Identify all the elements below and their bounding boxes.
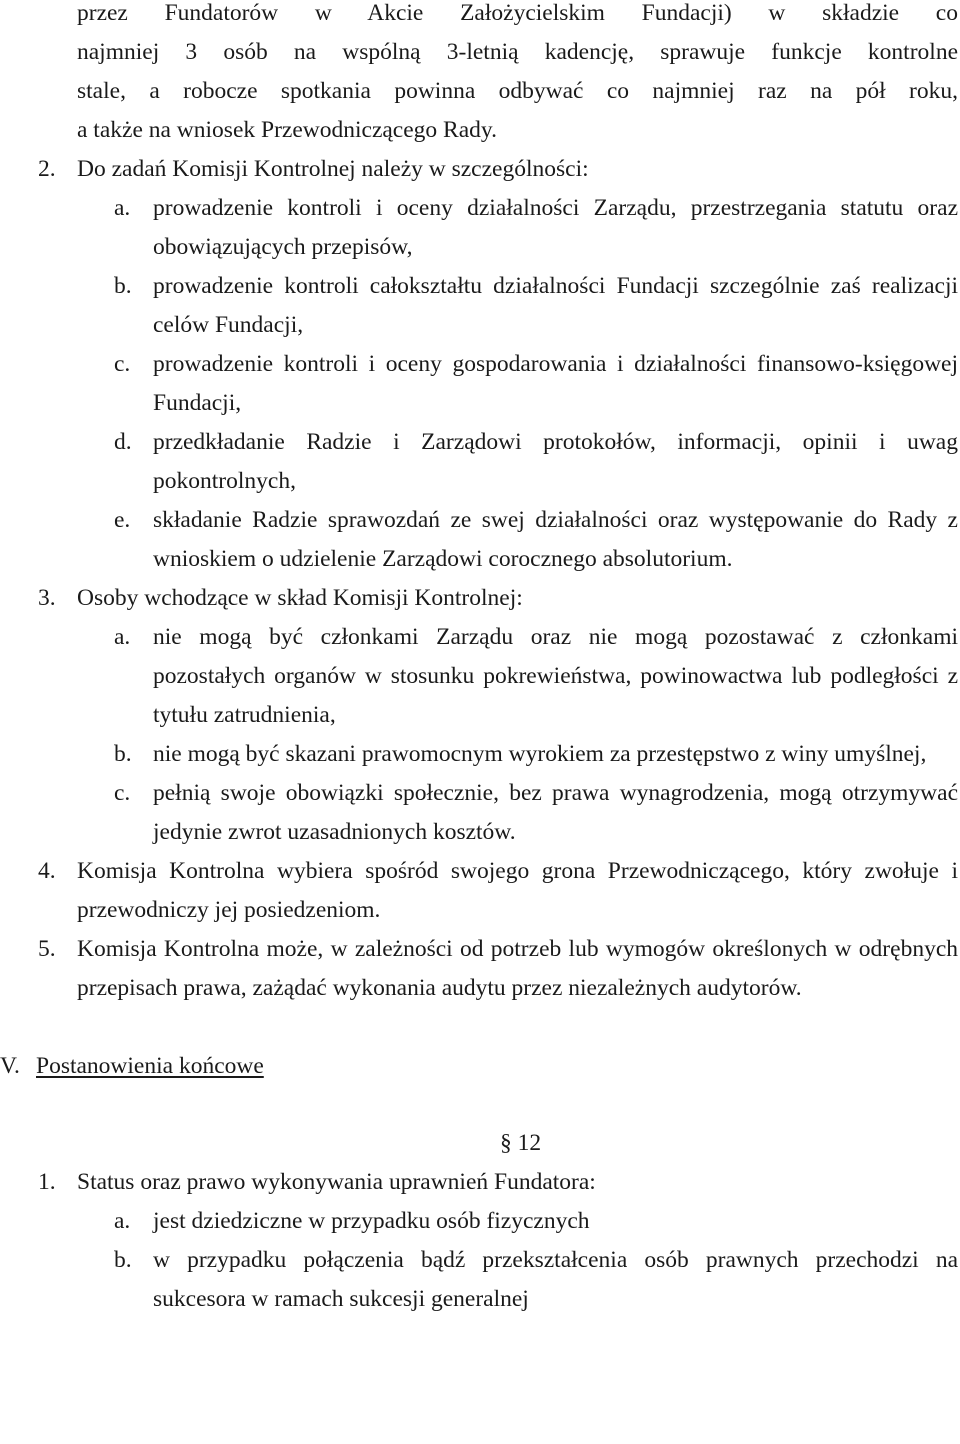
sub-item-2d bbox=[0, 423, 958, 501]
sub-item-text: pełnią swoje obowiązki społecznie, bez prawa wynagrodzenia, mogą otrzymywać jedynie zwrot uzasadnionych kosztów. bbox=[153, 780, 958, 845]
paragraph-number: 12 bbox=[517, 1130, 542, 1156]
list-item-2 bbox=[0, 150, 958, 189]
section-number: V. bbox=[0, 1053, 20, 1079]
list-marker: 5. bbox=[38, 936, 56, 962]
sub-item-text: jest dziedziczne w przypadku osób fizycznych bbox=[153, 1208, 590, 1234]
list-item-4 bbox=[0, 852, 958, 930]
sub-marker: b. bbox=[114, 273, 132, 299]
sub-item-text: prowadzenie kontroli i oceny działalności Zarządu, przestrzegania statutu oraz obowiązujących przepisów, bbox=[153, 195, 958, 260]
section-list-item-1 bbox=[0, 1163, 958, 1202]
sub-item-3a bbox=[0, 618, 958, 735]
sub-item-text: nie mogą być skazani prawomocnym wyrokiem za przestępstwo z winy umyślnej, bbox=[153, 741, 927, 767]
list-marker: 3. bbox=[38, 585, 56, 611]
list-item-text: Status oraz prawo wykonywania uprawnień Fundatora: bbox=[77, 1169, 596, 1195]
sub-item-text: w przypadku połączenia bądź przekształcenia osób prawnych przechodzi na sukcesora w ramach sukcesji generalnej bbox=[153, 1247, 958, 1312]
sub-marker: d. bbox=[114, 429, 132, 455]
sub-item-2a bbox=[0, 189, 958, 267]
list-item-text: Komisja Kontrolna może, w zależności od potrzeb lub wymogów określonych w odrębnych przepisach prawa, zażądać wykonania audytu przez niezależnych audytorów. bbox=[77, 936, 958, 1001]
list-item-text: Osoby wchodzące w skład Komisji Kontrolnej: bbox=[77, 585, 523, 611]
sub-item-2b bbox=[0, 267, 958, 345]
sub-item-3b bbox=[0, 735, 958, 774]
sub-item-text: przedkładanie Radzie i Zarządowi protokołów, informacji, opinii i uwag pokontrolnych, bbox=[153, 429, 958, 494]
sub-marker: a. bbox=[114, 624, 131, 650]
sub-marker: b. bbox=[114, 1247, 132, 1273]
paragraph-mark bbox=[500, 1124, 960, 1163]
sub-marker: a. bbox=[114, 1208, 131, 1234]
sub-item-text: nie mogą być członkami Zarządu oraz nie mogą pozostawać z członkami pozostałych organów w stosunku pokrewieństwa, powinowactwa lub podległości z tytułu zatrudnienia, bbox=[153, 624, 958, 728]
sub-marker: a. bbox=[114, 195, 131, 221]
list-item-3 bbox=[0, 579, 958, 618]
sub-item-3c bbox=[0, 774, 958, 852]
intro-line: najmniej 3 osób na wspólną 3-letnią kadencję, sprawuje funkcje kontrolne bbox=[77, 39, 958, 65]
paragraph-symbol: § bbox=[500, 1130, 512, 1156]
sub-item-text: składanie Radzie sprawozdań ze swej działalności oraz występowanie do Rady z wnioskiem o udzielenie Zarządowi corocznego absolutorium. bbox=[153, 507, 958, 572]
sub-marker: e. bbox=[114, 507, 131, 533]
sub-item-2e bbox=[0, 501, 958, 579]
section-sub-item-1b bbox=[0, 1241, 958, 1319]
sub-marker: b. bbox=[114, 741, 132, 767]
list-item-text: Komisja Kontrolna wybiera spośród swojego grona Przewodniczącego, który zwołuje i przewodniczy jej posiedzeniom. bbox=[77, 858, 958, 923]
sub-item-2c bbox=[0, 345, 958, 423]
section-sub-item-1a bbox=[0, 1202, 958, 1241]
intro-line: stale, a robocze spotkania powinna odbywać co najmniej raz na pół roku, bbox=[77, 78, 958, 104]
list-marker: 2. bbox=[38, 156, 56, 182]
list-marker: 4. bbox=[38, 858, 56, 884]
sub-item-text: prowadzenie kontroli całokształtu działalności Fundacji szczególnie zaś realizacji celów Fundacji, bbox=[153, 273, 958, 338]
sub-marker: c. bbox=[114, 780, 131, 806]
sub-marker: c. bbox=[114, 351, 131, 377]
list-item-text: Do zadań Komisji Kontrolnej należy w szczególności: bbox=[77, 156, 589, 182]
sub-item-text: prowadzenie kontroli i oceny gospodarowania i działalności finansowo-księgowej Fundacji, bbox=[153, 351, 958, 416]
section-title: Postanowienia końcowe bbox=[36, 1053, 264, 1079]
intro-paragraph bbox=[77, 0, 958, 150]
intro-line: przez Fundatorów w Akcie Założycielskim Fundacji) w składzie co bbox=[77, 0, 958, 26]
list-item-5 bbox=[0, 930, 958, 1008]
section-heading bbox=[0, 1047, 960, 1086]
list-marker: 1. bbox=[38, 1169, 56, 1195]
intro-line: a także na wniosek Przewodniczącego Rady. bbox=[77, 117, 497, 143]
